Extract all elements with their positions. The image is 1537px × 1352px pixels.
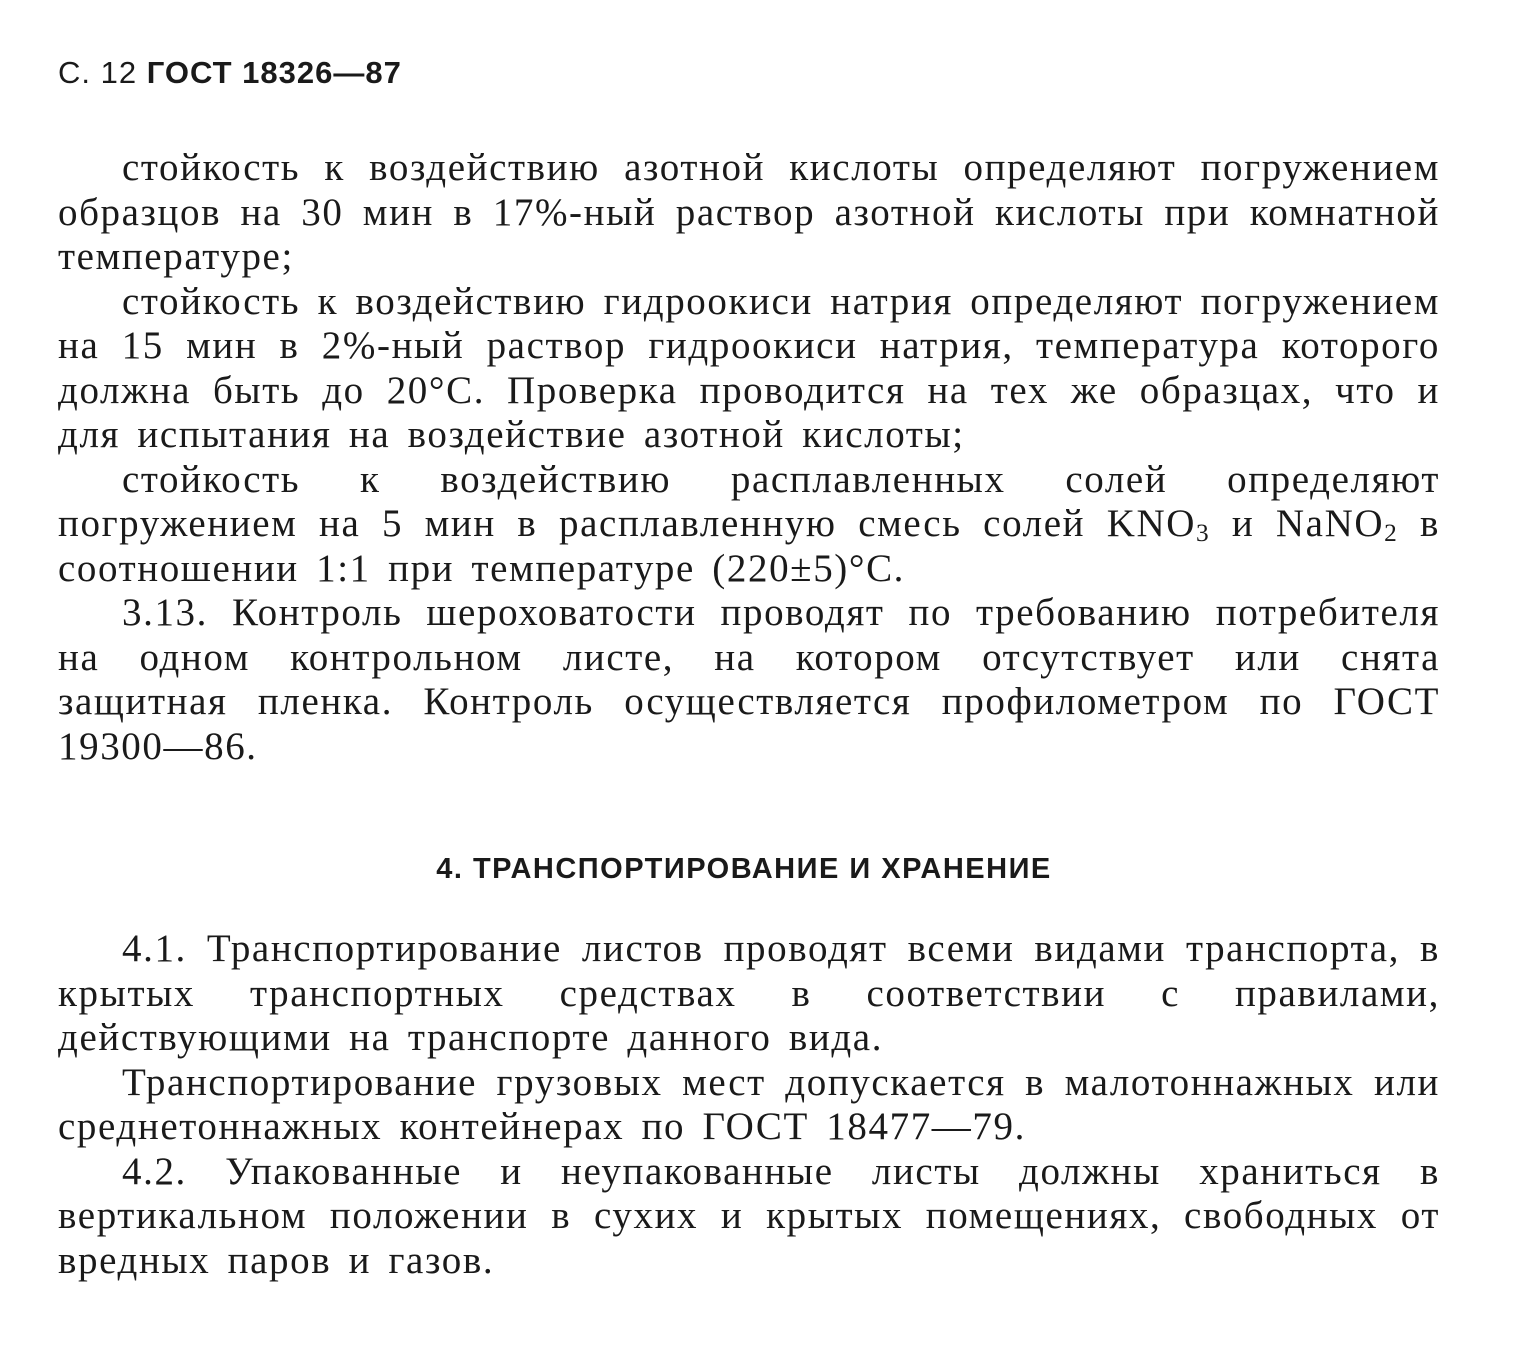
document-page: [58, 48, 1440, 1283]
section-4-title: 4. ТРАНСПОРТИРОВАНИЕ И ХРАНЕНИЕ: [436, 853, 1052, 885]
molten-salts-text-a: стойкость к воздействию расплавленных солей определяют погружением на 5 мин в расплавленную смесь солей KNO: [58, 457, 1440, 545]
standard-number: ГОСТ 18326—87: [146, 55, 402, 90]
paragraph-containers: Транспортирование грузовых мест допускается в малотоннажных или среднетоннажных контейнерах по ГОСТ 18477—79.: [58, 1060, 1440, 1148]
paragraph-3-13-roughness: 3.13. Контроль шероховатости проводят по требованию потребителя на одном контрольном листе, на котором отсутствует или снята защитная пленка. Контроль осуществляется профилометром по ГОСТ 19300—86.: [58, 591, 1440, 768]
running-header: [58, 48, 1440, 98]
paragraph-molten-salts: [58, 458, 1440, 592]
paragraph-4-1-transport: 4.1. Транспортирование листов проводят всеми видами транспорта, в крытых транспортных средствах в соответствии с правилами, действующими на транспорте данного вида.: [58, 927, 1440, 1059]
subscript-2: 2: [1384, 519, 1399, 548]
subscript-3: 3: [1195, 519, 1211, 548]
molten-salts-text-b: и NaNO: [1210, 502, 1385, 545]
paragraph-nitric-acid: стойкость к воздействию азотной кислоты определяют погружением образцов на 30 мин в 17%-ный раствор азотной кислоты при комнатной температуре;: [58, 146, 1440, 278]
molten-salts-text-c: в соотношении 1:1 при температуре (220±5)°С.: [58, 502, 1440, 590]
page-reference: С. 12: [58, 55, 138, 90]
paragraph-4-2-storage: 4.2. Упакованные и неупакованные листы должны храниться в вертикальном положении в сухих и крытых помещениях, свободных от вредных паров и газов.: [58, 1149, 1440, 1282]
paragraph-sodium-hydroxide: стойкость к воздействию гидроокиси натрия определяют погружением на 15 мин в 2%-ный раствор гидроокиси натрия, температура которого должна быть до 20°С. Проверка проводится на тех же образцах, что и для испытания на воздействие азотной кислоты;: [58, 279, 1440, 456]
